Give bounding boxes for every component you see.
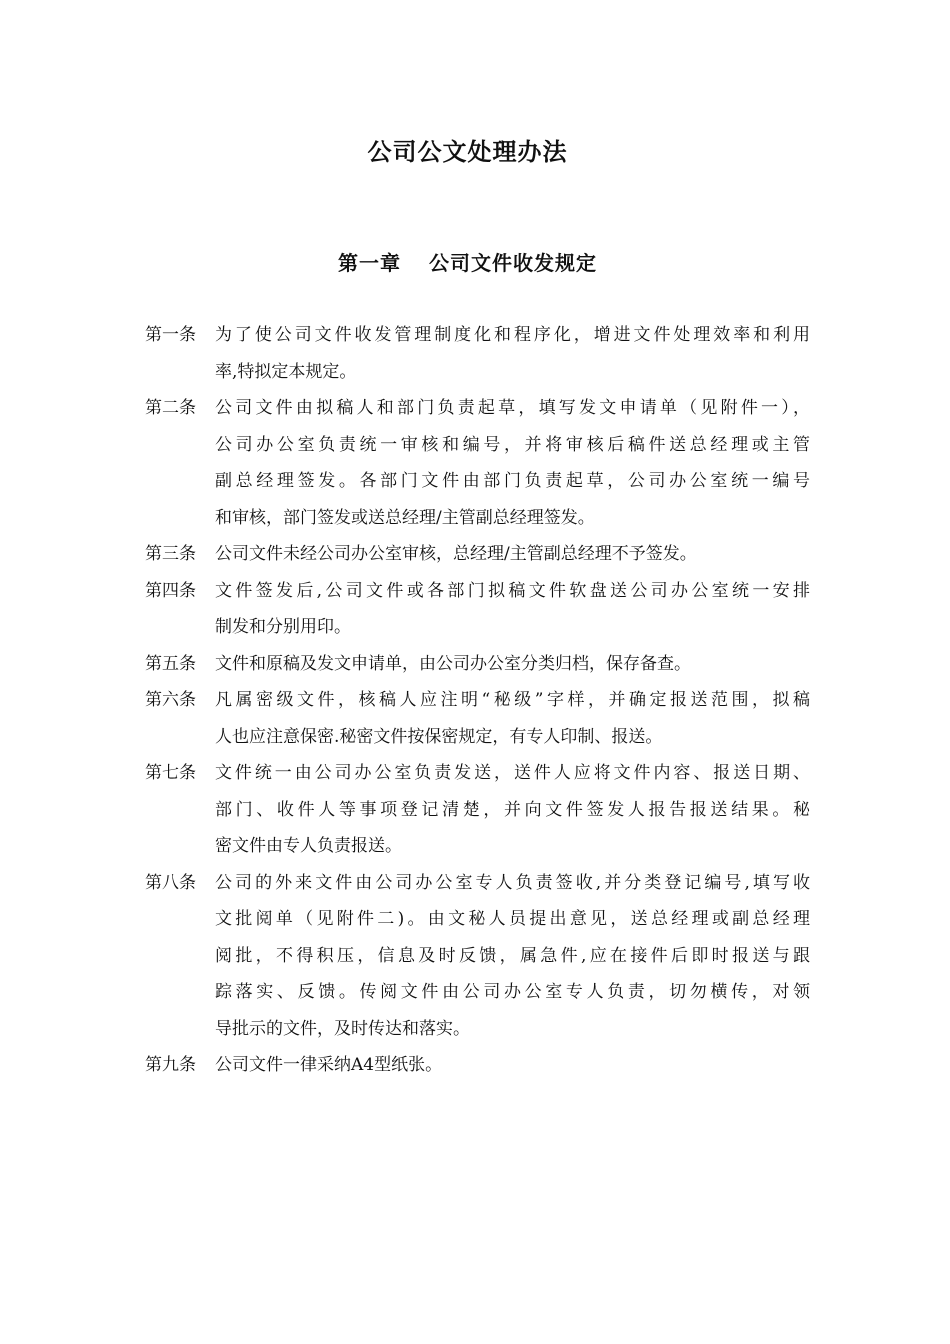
article-line: 副总经理签发。各部门文件由部门负责起草，公司办公室统一编号 [215,471,810,491]
article-line: 率,特拟定本规定。 [215,361,357,382]
article-item [145,682,810,755]
article-body [215,317,810,390]
article-item [145,390,810,536]
article-line: 文批阅单（见附件二)。由文秘人员提出意见，送总经理或副总经理 [215,909,810,929]
article-item [145,1047,810,1084]
article-number: 第二条 [145,398,196,418]
article-number: 第五条 [145,653,196,674]
article-body [215,1047,810,1084]
article-number: 第六条 [145,690,196,710]
chapter-heading [0,247,935,276]
article-number: 第八条 [145,872,196,893]
article-number: 第九条 [145,1055,196,1075]
article-line: 导批示的文件，及时传达和落实。 [215,1018,470,1039]
article-line: 制发和分别用印。 [215,617,351,637]
article-line: 为了使公司文件收发管理制度化和程序化，增进文件处理效率和利用 [215,325,810,345]
article-number: 第四条 [145,580,196,601]
article-line: 公司文件未经公司办公室审核，总经理/主管副总经理不予签发。 [215,544,697,564]
article-item [145,865,810,1048]
article-body [215,390,810,536]
article-number: 第七条 [145,763,196,783]
article-list [145,317,810,1084]
article-number: 第三条 [145,544,196,564]
article-line: 文件和原稿及发文申请单，由公司办公室分类归档，保存备查。 [215,653,691,674]
article-line: 踪落实、反馈。传阅文件由公司办公室专人负责，切勿横传，对领 [215,982,810,1002]
article-body [215,573,810,646]
article-body [215,755,810,865]
article-item [145,755,810,865]
article-body [215,536,810,573]
article-line: 公司文件一律采纳A4型纸张。 [215,1055,443,1075]
article-body [215,682,810,755]
article-line: 文件签发后,公司文件或各部门拟稿文件软盘送公司办公室统一安排 [215,580,810,601]
article-item [145,536,810,573]
article-item [145,646,810,683]
article-line: 凡属密级文件，核稿人应注明“秘级”字样，并确定报送范围，拟稿 [215,690,810,710]
article-line: 公司办公室负责统一审核和编号，并将审核后稿件送总经理或主管 [215,434,810,455]
article-line: 阅批，不得积压，信息及时反馈，属急件,应在接件后即时报送与跟 [215,945,810,966]
article-line: 和审核，部门签发或送总经理/主管副总经理签发。 [215,507,595,528]
article-line: 部门、收件人等事项登记清楚，并向文件签发人报告报送结果。秘 [215,799,810,820]
document-title: 公司公文处理办法 [367,138,568,166]
article-line: 公司的外来文件由公司办公室专人负责签收,并分类登记编号,填写收 [215,872,810,893]
article-item [145,317,810,390]
chapter-title: 公司文件收发规定 [429,251,597,275]
article-line: 密文件由专人负责报送。 [215,836,402,856]
article-body [215,865,810,1048]
article-line: 公司文件由拟稿人和部门负责起草，填写发文申请单（见附件一）， [215,398,810,418]
article-item [145,573,810,646]
article-line: 人也应注意保密.秘密文件按保密规定，有专人印制、报送。 [215,726,663,747]
article-line: 文件统一由公司办公室负责发送，送件人应将文件内容、报送日期、 [215,763,810,783]
article-body [215,646,810,683]
article-number: 第一条 [145,325,196,345]
chapter-number: 第一章 [338,251,401,275]
